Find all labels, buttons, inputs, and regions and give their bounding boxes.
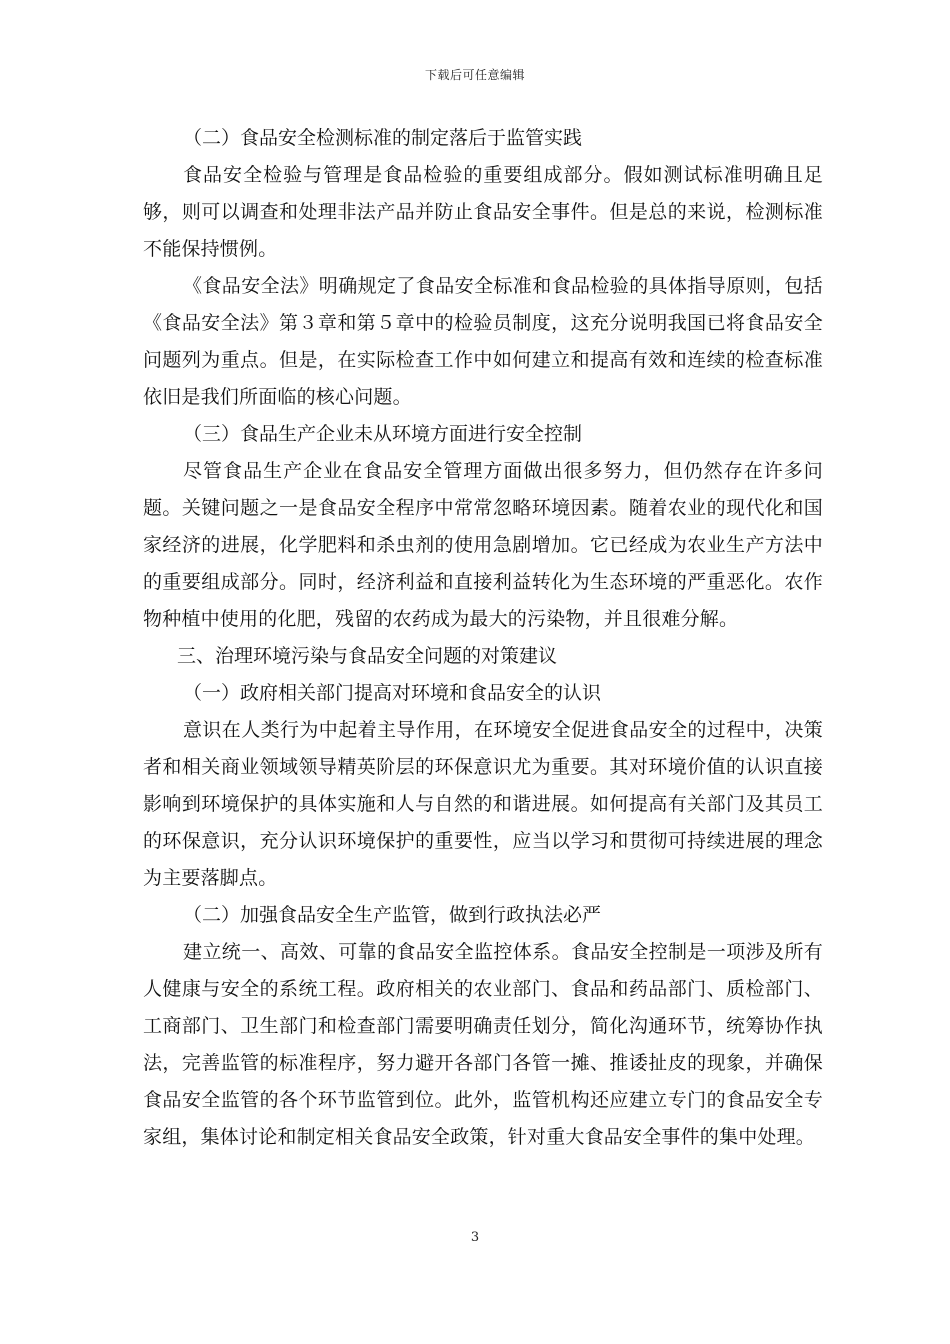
section-heading-supervision: （二）加强食品安全生产监管，做到行政执法必严 — [183, 904, 602, 926]
chapter-heading-countermeasures: 三、治理环境污染与食品安全问题的对策建议 — [177, 645, 558, 667]
page-header: 下载后可任意编辑 — [424, 68, 525, 82]
paragraph-inspection-management: 食品安全检验与管理是食品检验的重要组成部分。假如测试标准明确且足够，则可以调查和处理非法产品并防止食品安全事件。但是总的来说，检测标准不能保持惯例。 — [143, 164, 823, 260]
paragraph-enterprise-problems: 尽管食品生产企业在食品安全管理方面做出很多努力，但仍然存在许多问题。关键问题之一是食品安全程序中常常忽略环境因素。随着农业的现代化和国家经济的进展，化学肥料和杀虫剂的使用急剧增加。它已经成为农业生产方法中的重要组成部分。同时，经济利益和直接利益转化为生态环境的严重恶化。农作物种植中使用的化肥，残留的农药成为最大的污染物，并且很难分解。 — [143, 460, 823, 630]
page-number: 3 — [470, 1230, 480, 1245]
section-heading-enterprise-control: （三）食品生产企业未从环境方面进行安全控制 — [183, 423, 583, 445]
document-body — [143, 120, 823, 1156]
section-heading-government-awareness: （一）政府相关部门提高对环境和食品安全的认识 — [183, 682, 602, 704]
paragraph-food-safety-law: 《食品安全法》明确规定了食品安全标准和食品检验的具体指导原则，包括《食品安全法》第３章和第５章中的检验员制度，这充分说明我国已将食品安全问题列为重点。但是，在实际检查工作中如何建立和提高有效和连续的检查标准依旧是我们所面临的核心问题。 — [143, 275, 823, 408]
paragraph-awareness: 意识在人类行为中起着主导作用，在环境安全促进食品安全的过程中，决策者和相关商业领域领导精英阶层的环保意识尤为重要。其对环境价值的认识直接影响到环境保护的具体实施和人与自然的和谐进展。如何提高有关部门及其员工的环保意识，充分认识环境保护的重要性，应当以学习和贯彻可持续进展的理念为主要落脚点。 — [143, 719, 823, 889]
paragraph-supervision-system: 建立统一、高效、可靠的食品安全监控体系。食品安全控制是一项涉及所有人健康与安全的系统工程。政府相关的农业部门、食品和药品部门、质检部门、工商部门、卫生部门和检查部门需要明确责任划分，简化沟通环节，统筹协作执法，完善监管的标准程序，努力避开各部门各管一摊、推诿扯皮的现象，并确保食品安全监管的各个环节监管到位。此外，监管机构还应建立专门的食品安全专家组，集体讨论和制定相关食品安全政策，针对重大食品安全事件的集中处理。 — [143, 941, 823, 1148]
section-heading-food-standards: （二）食品安全检测标准的制定落后于监管实践 — [183, 127, 583, 149]
